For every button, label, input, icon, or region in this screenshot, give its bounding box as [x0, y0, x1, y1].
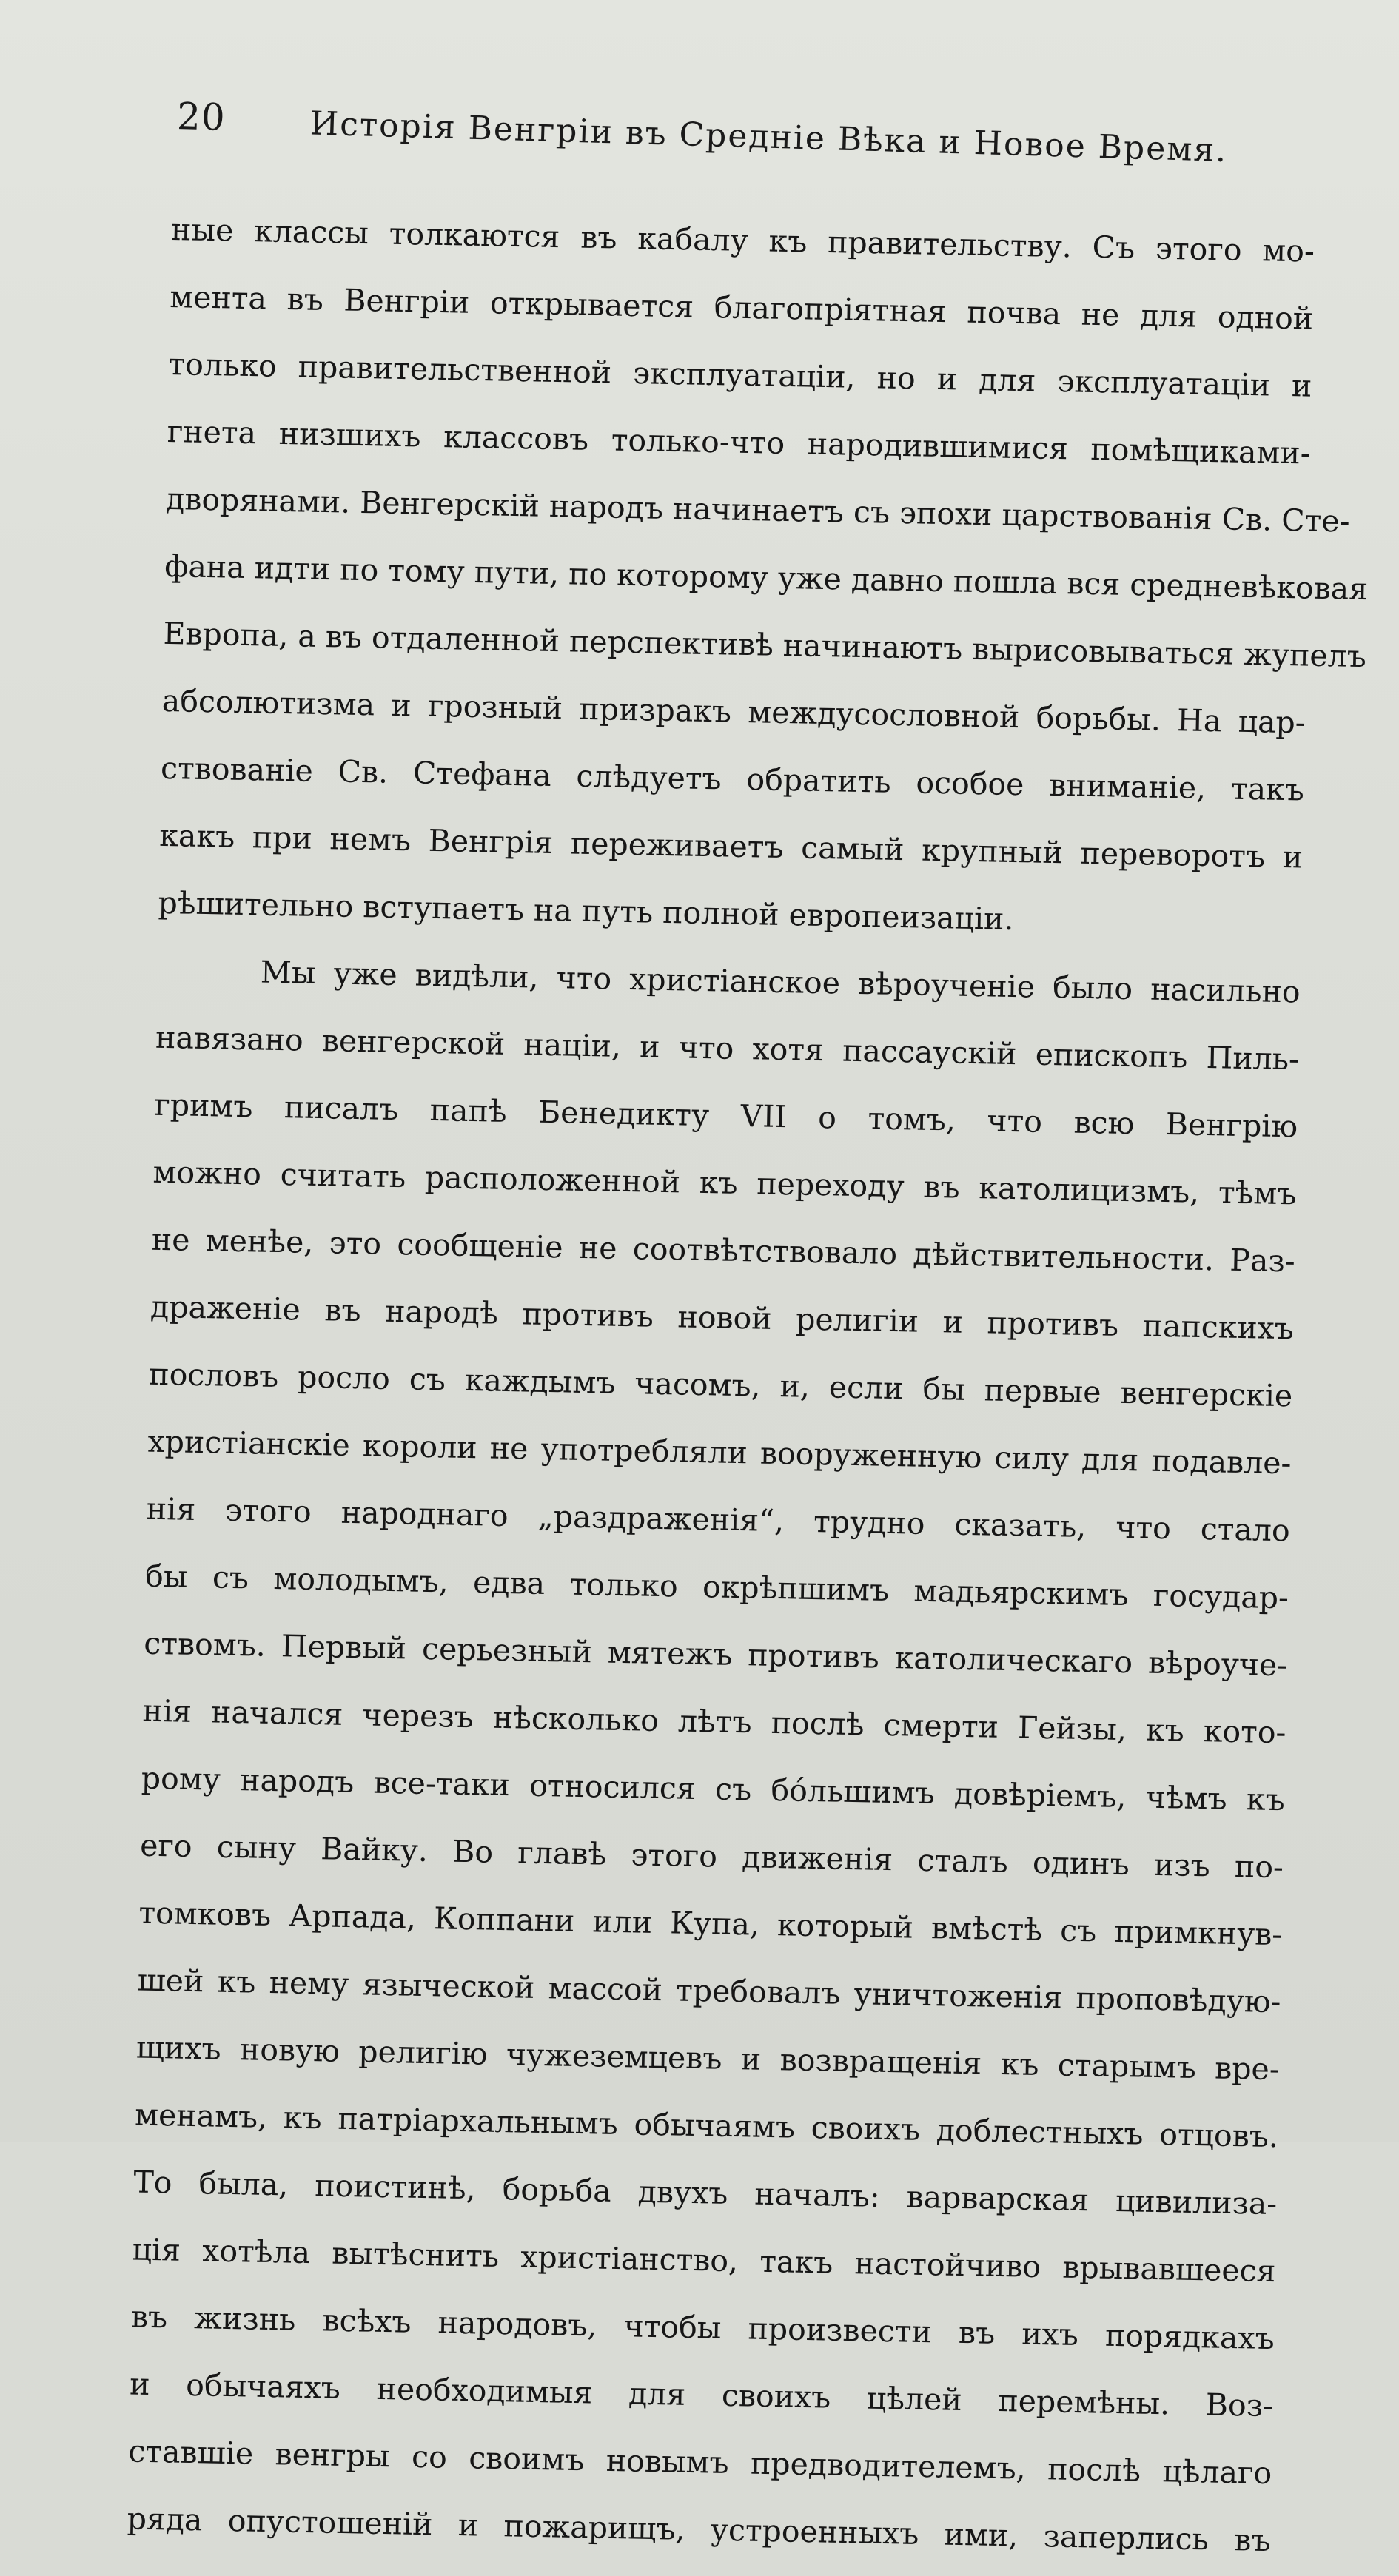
- text-line: щихъ новую религію чужеземцевъ и возвращенія къ старымъ вре-: [135, 2029, 1281, 2088]
- text-line: ствованіе Св. Стефана слѣдуетъ обратить особое вниманіе, такъ: [160, 750, 1305, 808]
- text-line: ставшіе венгры со своимъ новымъ предводителемъ, послѣ цѣлаго: [128, 2433, 1272, 2492]
- text-line: абсолютизма и грозный призракъ междусословной борьбы. На цар-: [161, 682, 1306, 741]
- text-line: навязано венгерской націи, и что хотя пассаускій епископъ Пиль-: [155, 1019, 1300, 1077]
- text-line: То была, поистинѣ, борьба двухъ началъ: варварская цивилиза-: [133, 2164, 1278, 2222]
- page-number: 20: [176, 95, 227, 139]
- text-line: гримъ писалъ папѣ Бенедикту VII о томъ, что всю Венгрію: [153, 1086, 1298, 1145]
- text-line: ные классы толкаются въ кабалу къ правительству. Съ этого мо-: [170, 211, 1315, 269]
- text-line: и обычаяхъ необходимыя для своихъ цѣлей перемѣны. Воз-: [129, 2366, 1274, 2424]
- text-line: его сыну Вайку. Во главѣ этого движенія сталъ одинъ изъ по-: [139, 1827, 1284, 1886]
- text-line: ствомъ. Первый серьезный мятежъ противъ католическаго вѣроуче-: [143, 1625, 1288, 1684]
- text-line: ція хотѣла вытѣснить христіанство, такъ настойчиво врывавшееся: [132, 2231, 1276, 2290]
- text-line: ряда опустошеній и пожарищъ, устроенныхъ ими, заперлись въ: [127, 2501, 1271, 2559]
- text-line: въ жизнь всѣхъ народовъ, чтобы произвести въ ихъ порядкахъ: [130, 2298, 1275, 2357]
- text-line: пословъ росло съ каждымъ часомъ, и, если бы первые венгерскіе: [148, 1356, 1293, 1414]
- text-line: можно считать расположенной къ переходу въ католицизмъ, тѣмъ: [152, 1154, 1297, 1212]
- text-line: шей къ нему языческой массой требовалъ уничтоженія проповѣдую-: [137, 1962, 1281, 2020]
- text-line: менамъ, къ патріархальнымъ обычаямъ своихъ доблестныхъ отцовъ.: [134, 2096, 1279, 2155]
- text-line: христіанскіе короли не употребляли вооруженную силу для подавле-: [147, 1423, 1292, 1482]
- text-line: томковъ Арпада, Коппани или Купа, который вмѣстѣ съ примкнув-: [138, 1894, 1283, 1953]
- paragraph-start-line: Мы уже видѣли, что христіанское вѣроученіе было насильно: [260, 954, 1301, 1010]
- text-line: фана идти по тому пути, по которому уже давно пошла вся средневѣковая: [164, 548, 1369, 608]
- text-line: нія начался черезъ нѣсколько лѣтъ послѣ смерти Гейзы, къ кото-: [142, 1692, 1286, 1751]
- paragraph-end-line: рѣшительно вступаетъ на путь полной европеизаціи.: [158, 884, 1014, 938]
- running-title: Исторія Венгріи въ Средніе Вѣка и Новое Время.: [309, 104, 1228, 170]
- text-line: драженіе въ народѣ противъ новой религіи и противъ папскихъ: [150, 1288, 1295, 1347]
- text-line: мента въ Венгріи открывается благопріятная почва не для одной: [169, 278, 1314, 337]
- text-line: какъ при немъ Венгрія переживаетъ самый крупный переворотъ и: [158, 817, 1304, 875]
- body-text: [127, 196, 1369, 2575]
- text-line: Европа, а въ отдаленной перспективѣ начинаютъ вырисовываться жупелъ: [163, 615, 1367, 675]
- text-line: гнета низшихъ классовъ только-что народившимися помѣщиками-: [167, 413, 1312, 471]
- text-line: не менѣе, это сообщеніе не соотвѣтствовало дѣйствительности. Раз-: [151, 1221, 1296, 1279]
- text-line: рому народъ все-таки относился съ бо́льшимъ довѣріемъ, чѣмъ къ: [141, 1760, 1286, 1818]
- text-line: нія этого народнаго „раздраженія“, трудно сказать, что стало: [146, 1490, 1291, 1549]
- text-line: бы съ молодымъ, едва только окрѣпшимъ мадьярскимъ государ-: [144, 1558, 1289, 1616]
- text-line: только правительственной эксплуатаціи, но и для эксплуатаціи и: [168, 346, 1312, 404]
- text-line: дворянами. Венгерскій народъ начинаетъ съ эпохи царствованія Св. Сте-: [165, 480, 1350, 539]
